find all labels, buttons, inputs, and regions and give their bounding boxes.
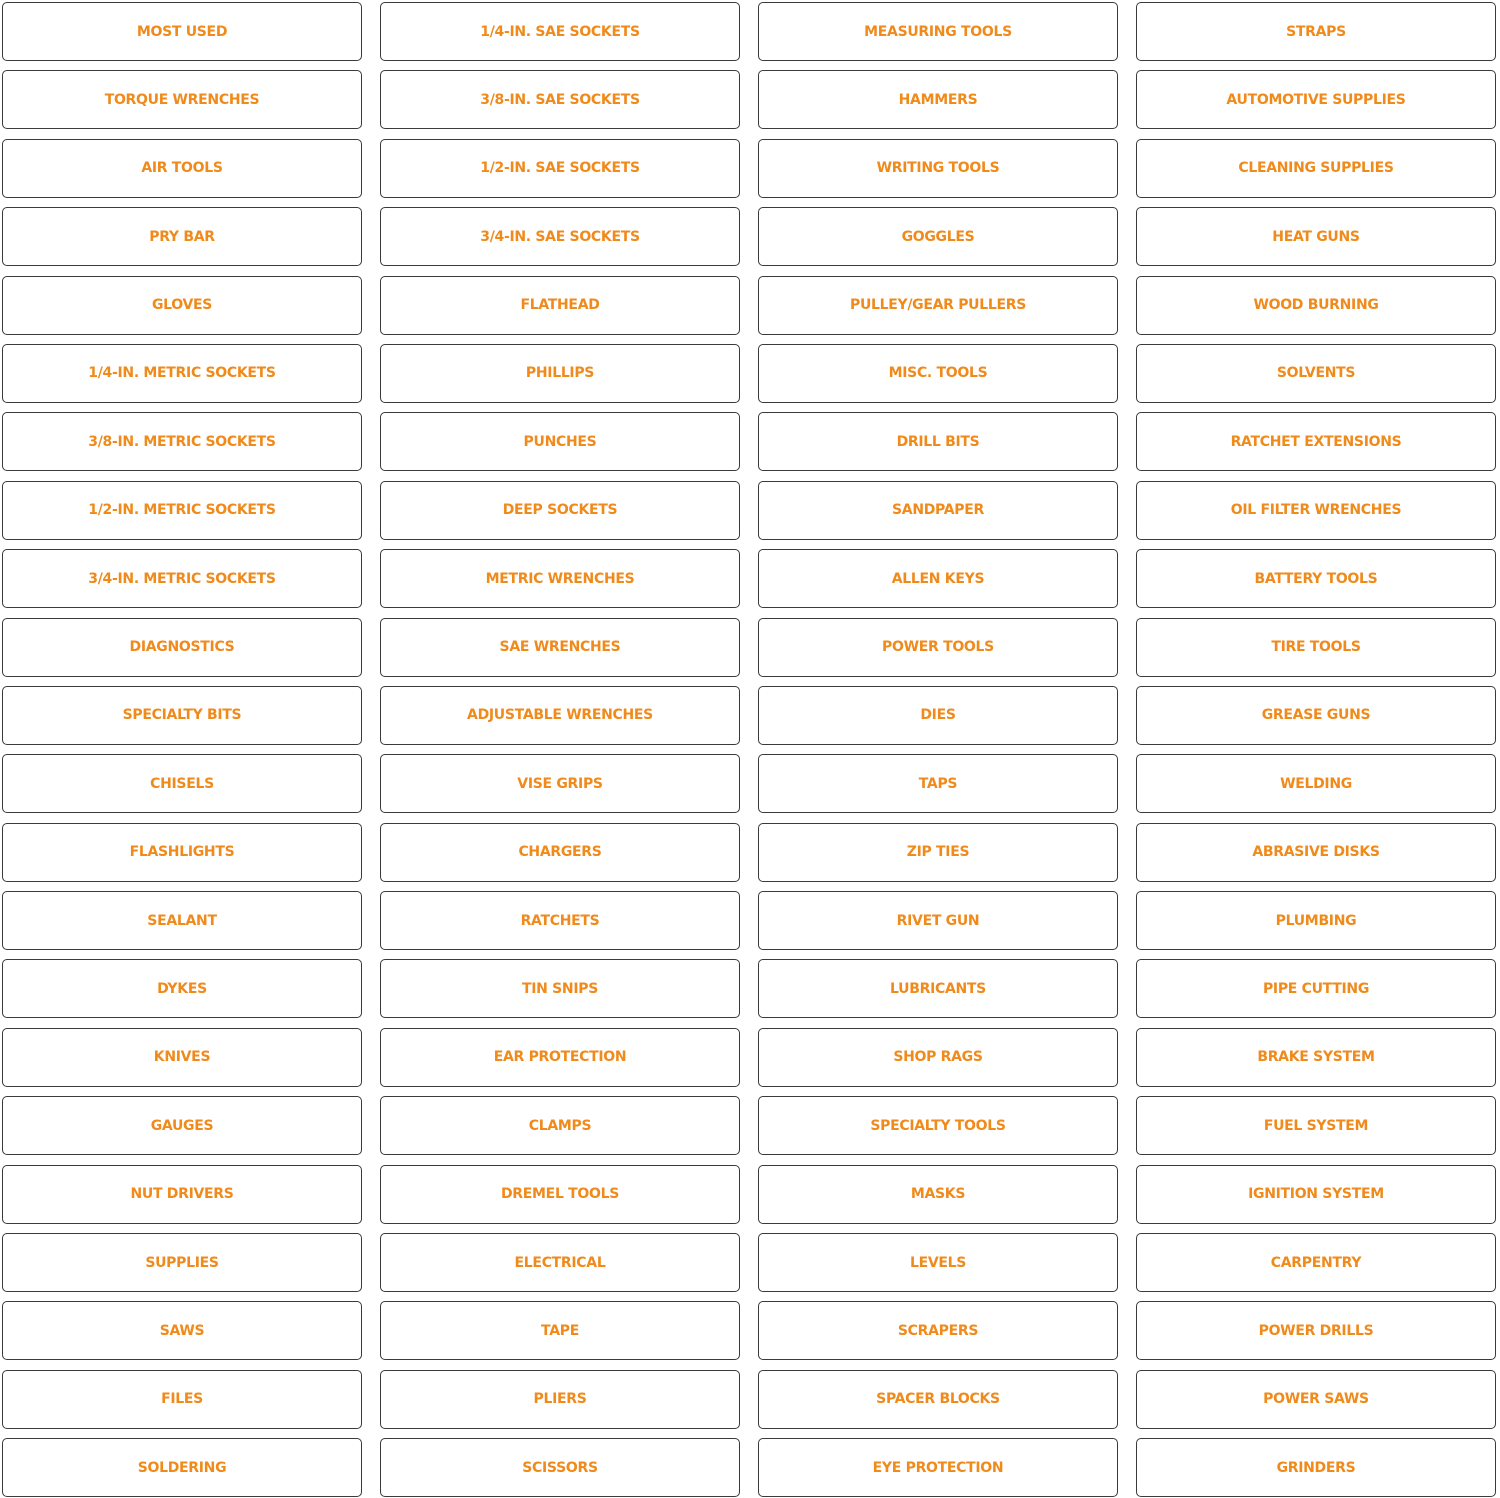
- tool-label: DYKES: [2, 959, 362, 1018]
- tool-label: PULLEY/GEAR PULLERS: [758, 276, 1118, 335]
- tool-label: DIAGNOSTICS: [2, 618, 362, 677]
- tool-label: FUEL SYSTEM: [1136, 1096, 1496, 1155]
- tool-label: DIES: [758, 686, 1118, 745]
- tool-label: 3/8-IN. SAE SOCKETS: [380, 70, 740, 129]
- tool-label: 3/4-IN. SAE SOCKETS: [380, 207, 740, 266]
- tool-label: POWER TOOLS: [758, 618, 1118, 677]
- tool-label: SCRAPERS: [758, 1301, 1118, 1360]
- tool-label: SOLDERING: [2, 1438, 362, 1497]
- tool-label: POWER SAWS: [1136, 1370, 1496, 1429]
- tool-label: ALLEN KEYS: [758, 549, 1118, 608]
- tool-label: MOST USED: [2, 2, 362, 61]
- tool-label: SHOP RAGS: [758, 1028, 1118, 1087]
- tool-label: WRITING TOOLS: [758, 139, 1118, 198]
- tool-label: CHARGERS: [380, 823, 740, 882]
- tool-label: TIN SNIPS: [380, 959, 740, 1018]
- tool-label: METRIC WRENCHES: [380, 549, 740, 608]
- tool-label: SEALANT: [2, 891, 362, 950]
- tool-label: TAPS: [758, 754, 1118, 813]
- tool-label: FLASHLIGHTS: [2, 823, 362, 882]
- tool-label: MEASURING TOOLS: [758, 2, 1118, 61]
- tool-label: HEAT GUNS: [1136, 207, 1496, 266]
- tool-label: OIL FILTER WRENCHES: [1136, 481, 1496, 540]
- tool-label: SAWS: [2, 1301, 362, 1360]
- tool-label: 1/4-IN. SAE SOCKETS: [380, 2, 740, 61]
- tool-label: TAPE: [380, 1301, 740, 1360]
- tool-label: CLAMPS: [380, 1096, 740, 1155]
- tool-label: TIRE TOOLS: [1136, 618, 1496, 677]
- tool-label: PHILLIPS: [380, 344, 740, 403]
- tool-label: SANDPAPER: [758, 481, 1118, 540]
- tool-label: RATCHETS: [380, 891, 740, 950]
- tool-label: LUBRICANTS: [758, 959, 1118, 1018]
- tool-label: SPECIALTY BITS: [2, 686, 362, 745]
- tool-label: RIVET GUN: [758, 891, 1118, 950]
- tool-label: CLEANING SUPPLIES: [1136, 139, 1496, 198]
- tool-label: MISC. TOOLS: [758, 344, 1118, 403]
- tool-label: DRILL BITS: [758, 412, 1118, 471]
- tool-label: PRY BAR: [2, 207, 362, 266]
- tool-label: KNIVES: [2, 1028, 362, 1087]
- tool-label: SPECIALTY TOOLS: [758, 1096, 1118, 1155]
- tool-label: PUNCHES: [380, 412, 740, 471]
- tool-label: EAR PROTECTION: [380, 1028, 740, 1087]
- tool-label: PLUMBING: [1136, 891, 1496, 950]
- tool-label: SOLVENTS: [1136, 344, 1496, 403]
- tool-label: GREASE GUNS: [1136, 686, 1496, 745]
- tool-label: STRAPS: [1136, 2, 1496, 61]
- tool-label: CARPENTRY: [1136, 1233, 1496, 1292]
- tool-label: DREMEL TOOLS: [380, 1165, 740, 1224]
- tool-label: SPACER BLOCKS: [758, 1370, 1118, 1429]
- tool-label: PLIERS: [380, 1370, 740, 1429]
- tool-label: ELECTRICAL: [380, 1233, 740, 1292]
- tool-label: WOOD BURNING: [1136, 276, 1496, 335]
- tool-label: GAUGES: [2, 1096, 362, 1155]
- tool-label: SUPPLIES: [2, 1233, 362, 1292]
- tool-label: NUT DRIVERS: [2, 1165, 362, 1224]
- tool-label: PIPE CUTTING: [1136, 959, 1496, 1018]
- tool-label: GLOVES: [2, 276, 362, 335]
- tool-label: BATTERY TOOLS: [1136, 549, 1496, 608]
- tool-label: SCISSORS: [380, 1438, 740, 1497]
- tool-label: 1/4-IN. METRIC SOCKETS: [2, 344, 362, 403]
- tool-label: 3/8-IN. METRIC SOCKETS: [2, 412, 362, 471]
- tool-label: VISE GRIPS: [380, 754, 740, 813]
- tool-label: GOGGLES: [758, 207, 1118, 266]
- tool-label: FILES: [2, 1370, 362, 1429]
- tool-label: IGNITION SYSTEM: [1136, 1165, 1496, 1224]
- tool-label: GRINDERS: [1136, 1438, 1496, 1497]
- tool-label: AUTOMOTIVE SUPPLIES: [1136, 70, 1496, 129]
- tool-label: BRAKE SYSTEM: [1136, 1028, 1496, 1087]
- tool-label: HAMMERS: [758, 70, 1118, 129]
- tool-label: 1/2-IN. SAE SOCKETS: [380, 139, 740, 198]
- tool-label: ADJUSTABLE WRENCHES: [380, 686, 740, 745]
- tool-label: POWER DRILLS: [1136, 1301, 1496, 1360]
- tool-label: TORQUE WRENCHES: [2, 70, 362, 129]
- tool-label: EYE PROTECTION: [758, 1438, 1118, 1497]
- tool-label: ZIP TIES: [758, 823, 1118, 882]
- label-sheet: [2, 2, 1496, 1497]
- tool-label: ABRASIVE DISKS: [1136, 823, 1496, 882]
- tool-label: CHISELS: [2, 754, 362, 813]
- tool-label: FLATHEAD: [380, 276, 740, 335]
- tool-label: 1/2-IN. METRIC SOCKETS: [2, 481, 362, 540]
- tool-label: SAE WRENCHES: [380, 618, 740, 677]
- tool-label: LEVELS: [758, 1233, 1118, 1292]
- tool-label: 3/4-IN. METRIC SOCKETS: [2, 549, 362, 608]
- tool-label: WELDING: [1136, 754, 1496, 813]
- tool-label: RATCHET EXTENSIONS: [1136, 412, 1496, 471]
- tool-label: AIR TOOLS: [2, 139, 362, 198]
- tool-label: DEEP SOCKETS: [380, 481, 740, 540]
- tool-label: MASKS: [758, 1165, 1118, 1224]
